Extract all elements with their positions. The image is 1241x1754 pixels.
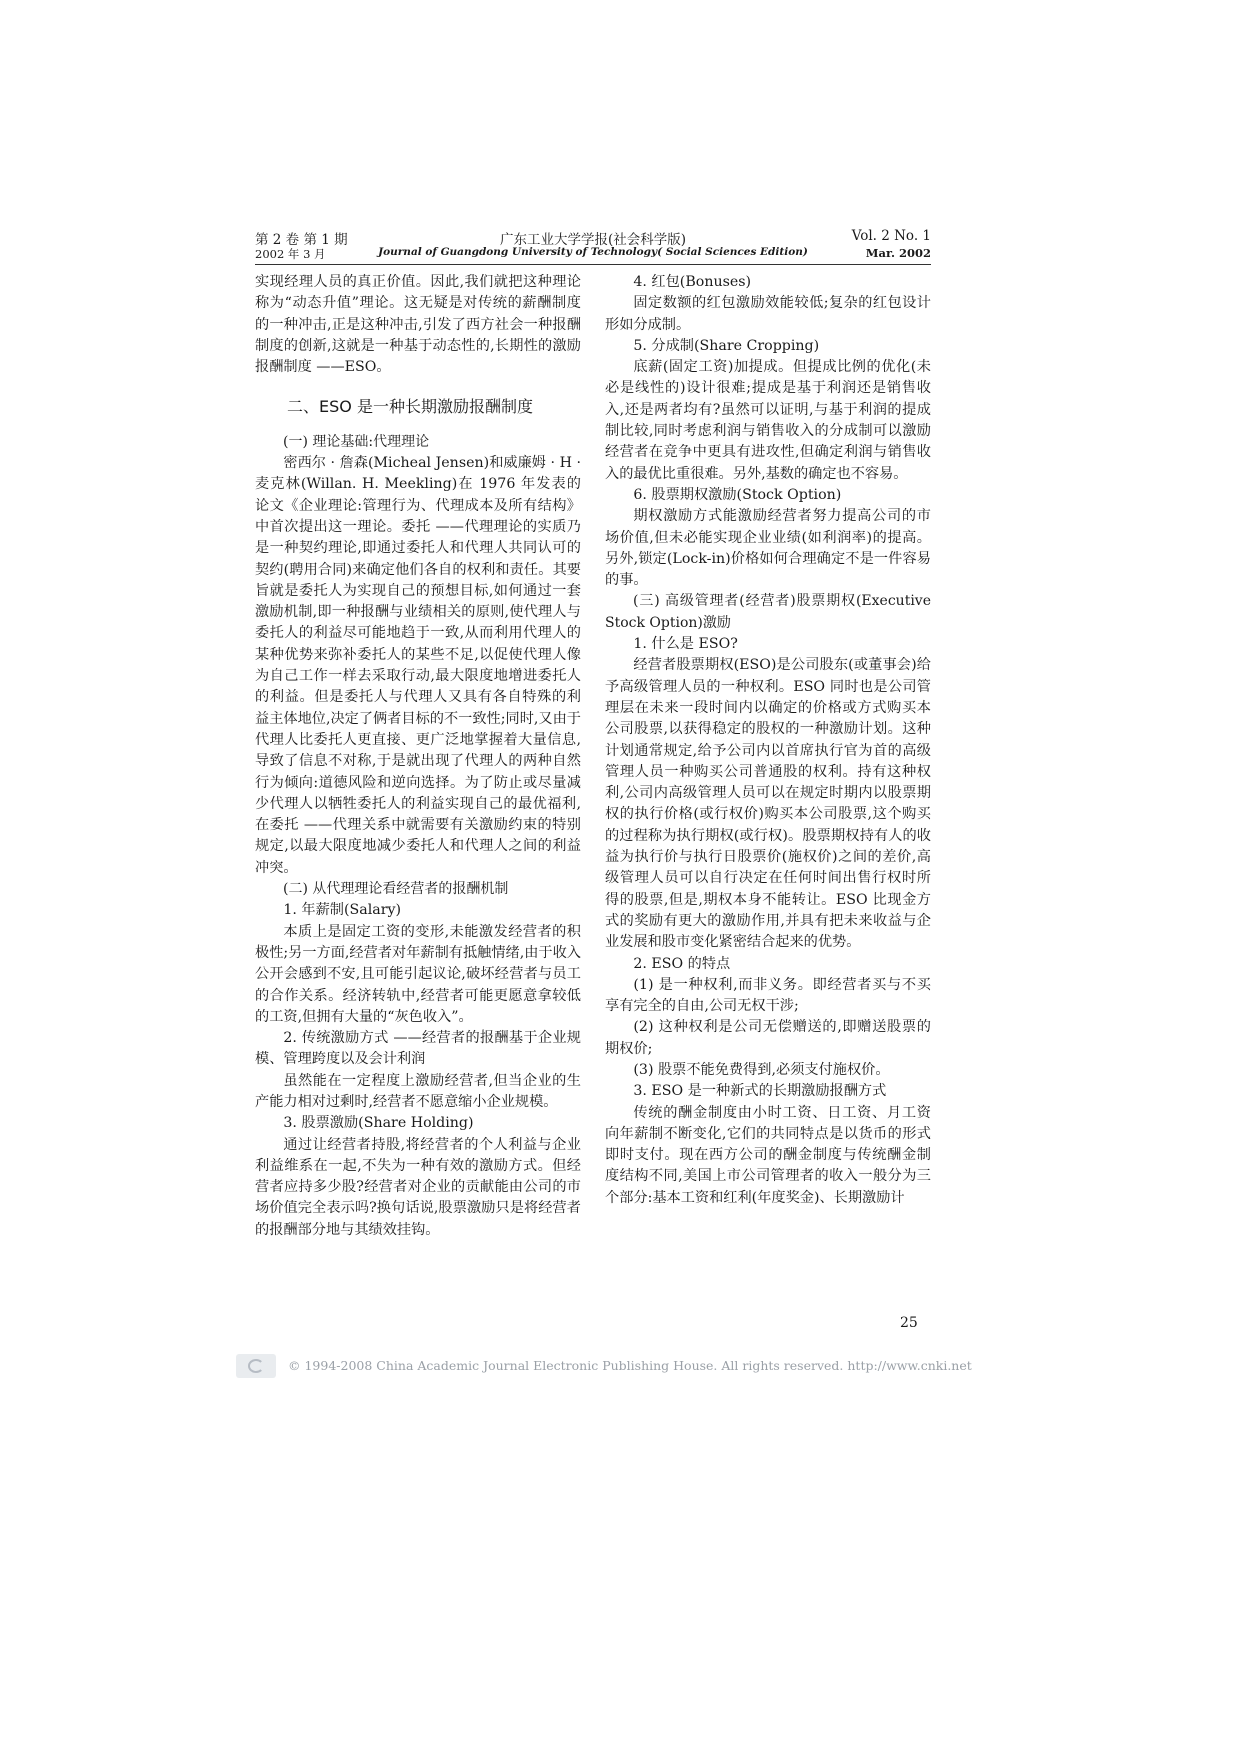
item-title: 3. 股票激励(Share Holding) (283, 1115, 474, 1132)
paragraph: 底薪(固定工资)加提成。但提成比例的优化(未必是线性的)设计很难;提成是基于利润还是销售收入,还是两者均有?虽然可以证明,与基于利润的提成制比较,同时考虑利润与销售收入的分成制可以激励经营者在竞争中更具有进攻性,但确定利润与销售收入的最优比重很难。另外,基数的确定也不容易。 (605, 359, 931, 482)
header-journal-cn: 广东工业大学学报(社会科学版) (499, 232, 687, 248)
header-date: 2002 年 3 月 (255, 247, 326, 261)
cnki-logo-icon (236, 1354, 276, 1378)
item-title: 3. ESO 是一种新式的长期激励报酬方式 (633, 1083, 887, 1100)
header-journal-en: Journal of Guangdong University of Technology( Social Sciences Edition) (378, 246, 808, 258)
right-column (605, 272, 931, 1209)
paragraph: 密西尔 · 詹森(Micheal Jensen)和威廉姆 · H · 麦克林(Willan. H. Meekling)在 1976 年发表的论文《企业理论:管理行为、代理成本及所有结构》中首次提出这一理论。委托 ——代理理论的实质乃是一种契约理论,即通过委托人和代理人共同认可的契约(聘用合同)来确定他们各自的权利和责任。其要旨就是委托人为实现自己的预想目标,如何通过一套激励机制,即一种报酬与业绩相关的原则,使代理人与委托人的利益尽可能地趋于一致,从而利用代理人的某种优势来弥补委托人的某些不足,以促使代理人像为自己工作一样去采取行动,最大限度地增进委托人的利益。但是委托人与代理人又具有各自特殊的利益主体地位,决定了俩者目标的不一致性;同时,又由于代理人比委托人更直接、更广泛地掌握着大量信息,导致了信息不对称,于是就出现了代理人的两种自然行为倾向:道德风险和逆向选择。为了防止或尽量减少代理人以牺牲委托人的利益实现自己的最优福利,在委托 ——代理关系中就需要有关激励约束的特别规定,以最大限度地减少委托人和代理人之间的利益冲突。 (255, 455, 581, 876)
header-date-en: Mar. 2002 (865, 246, 931, 260)
paragraph: 经营者股票期权(ESO)是公司股东(或董事会)给予高级管理人员的一种权利。ESO 同时也是公司管理层在未来一段时间内以确定的价格或方式购买本公司股票,以获得稳定的股权的一种激励计划。这种计划通常规定,给予公司内以首席执行官为首的高级管理人员一种购买公司普通股的权利。持有这种权利,公司内高级管理人员可以在规定时期内以股票期权的执行价格(或行权价)购买本公司股票,这个购买的过程称为执行期权(或行权)。股票期权持有人的收益为执行价与执行日股票价(施权价)之间的差价,高级管理人员可以自行决定在任何时间出售行权时所得的股票,但是,期权本身不能转让。ESO 比现金方式的奖励有更大的激励作用,并具有把未来收益与企业发展和股市变化紧密结合起来的优势。 (605, 657, 931, 951)
paragraph: 固定数额的红包激励效能较低;复杂的红包设计形如分成制。 (605, 295, 931, 333)
paragraph: 期权激励方式能激励经营者努力提高公司的市场价值,但未必能实现企业业绩(如利润率)的提高。另外,锁定(Lock-in)价格如何合理确定不是一件容易的事。 (605, 508, 931, 589)
paragraph: (2) 这种权利是公司无偿赠送的,即赠送股票的期权价; (605, 1019, 931, 1057)
header-volume: 第 2 卷 第 1 期 (255, 232, 348, 248)
item-title: 2. 传统激励方式 ——经营者的报酬基于企业规模、管理跨度以及会计利润 (255, 1030, 581, 1068)
item-title: 4. 红包(Bonuses) (633, 274, 752, 290)
item-title: 2. ESO 的特点 (633, 955, 731, 972)
paragraph: (3) 股票不能免费得到,必须支付施权价。 (633, 1061, 890, 1078)
item-title: 6. 股票期权激励(Stock Option) (633, 486, 842, 503)
paragraph: 通过让经营者持股,将经营者的个人利益与企业利益维系在一起,不失为一种有效的激励方式。但经营者应持多少股?经营者对企业的贡献能由公司的市场价值完全表示吗?换句话说,股票激励只是将经营者的报酬部分地与其绩效挂钩。 (255, 1136, 581, 1238)
paragraph: 实现经理人员的真正价值。因此,我们就把这种理论称为“动态升值”理论。这无疑是对传统的薪酬制度的一种冲击,正是这种冲击,引发了西方社会一种报酬制度的创新,这就是一种基于动态性的,长期性的激励报酬制度 ——ESO。 (255, 274, 581, 376)
subsection-heading: (三) 高级管理者(经营者)股票期权(Executive Stock Option)激励 (605, 593, 931, 631)
footer (236, 1354, 972, 1384)
paragraph: 本质上是固定工资的变形,未能激发经营者的积极性;另一方面,经营者对年薪制有抵触情绪,由于收入公开会感到不安,且可能引起议论,破坏经营者与员工的合作关系。经济转轨中,经营者可能更愿意拿较低的工资,但拥有大量的“灰色收入”。 (255, 923, 581, 1025)
subsection-heading: (一) 理论基础:代理理论 (283, 433, 430, 450)
paragraph: 虽然能在一定程度上激励经营者,但当企业的生产能力相对过剩时,经营者不愿意缩小企业规模。 (255, 1072, 581, 1110)
paragraph: 传统的酬金制度由小时工资、日工资、月工资向年薪制不断变化,它们的共同特点是以货币的形式即时支付。现在西方公司的酬金制度与传统酬金制度结构不同,美国上市公司管理者的收入一般分为三个部分:基本工资和红利(年度奖金)、长期激励计 (605, 1104, 931, 1206)
page-number: 25 (900, 1315, 918, 1331)
header-vol-en: Vol. 2 No. 1 (851, 228, 931, 244)
copyright-text: © 1994-2008 China Academic Journal Electronic Publishing House. All rights reserved. http://www.cnki.net (288, 1358, 972, 1373)
subsection-heading: (二) 从代理理论看经营者的报酬机制 (283, 881, 509, 898)
left-column (255, 272, 581, 1241)
item-title: 1. 什么是 ESO? (633, 636, 738, 653)
item-title: 5. 分成制(Share Cropping) (633, 337, 820, 354)
paragraph: (1) 是一种权利,而非义务。即经营者买与不买享有完全的自由,公司无权干涉; (605, 976, 931, 1015)
header-rule (255, 264, 931, 265)
section-heading: 二、ESO 是一种长期激励报酬制度 (287, 397, 533, 417)
item-title: 1. 年薪制(Salary) (283, 902, 402, 919)
